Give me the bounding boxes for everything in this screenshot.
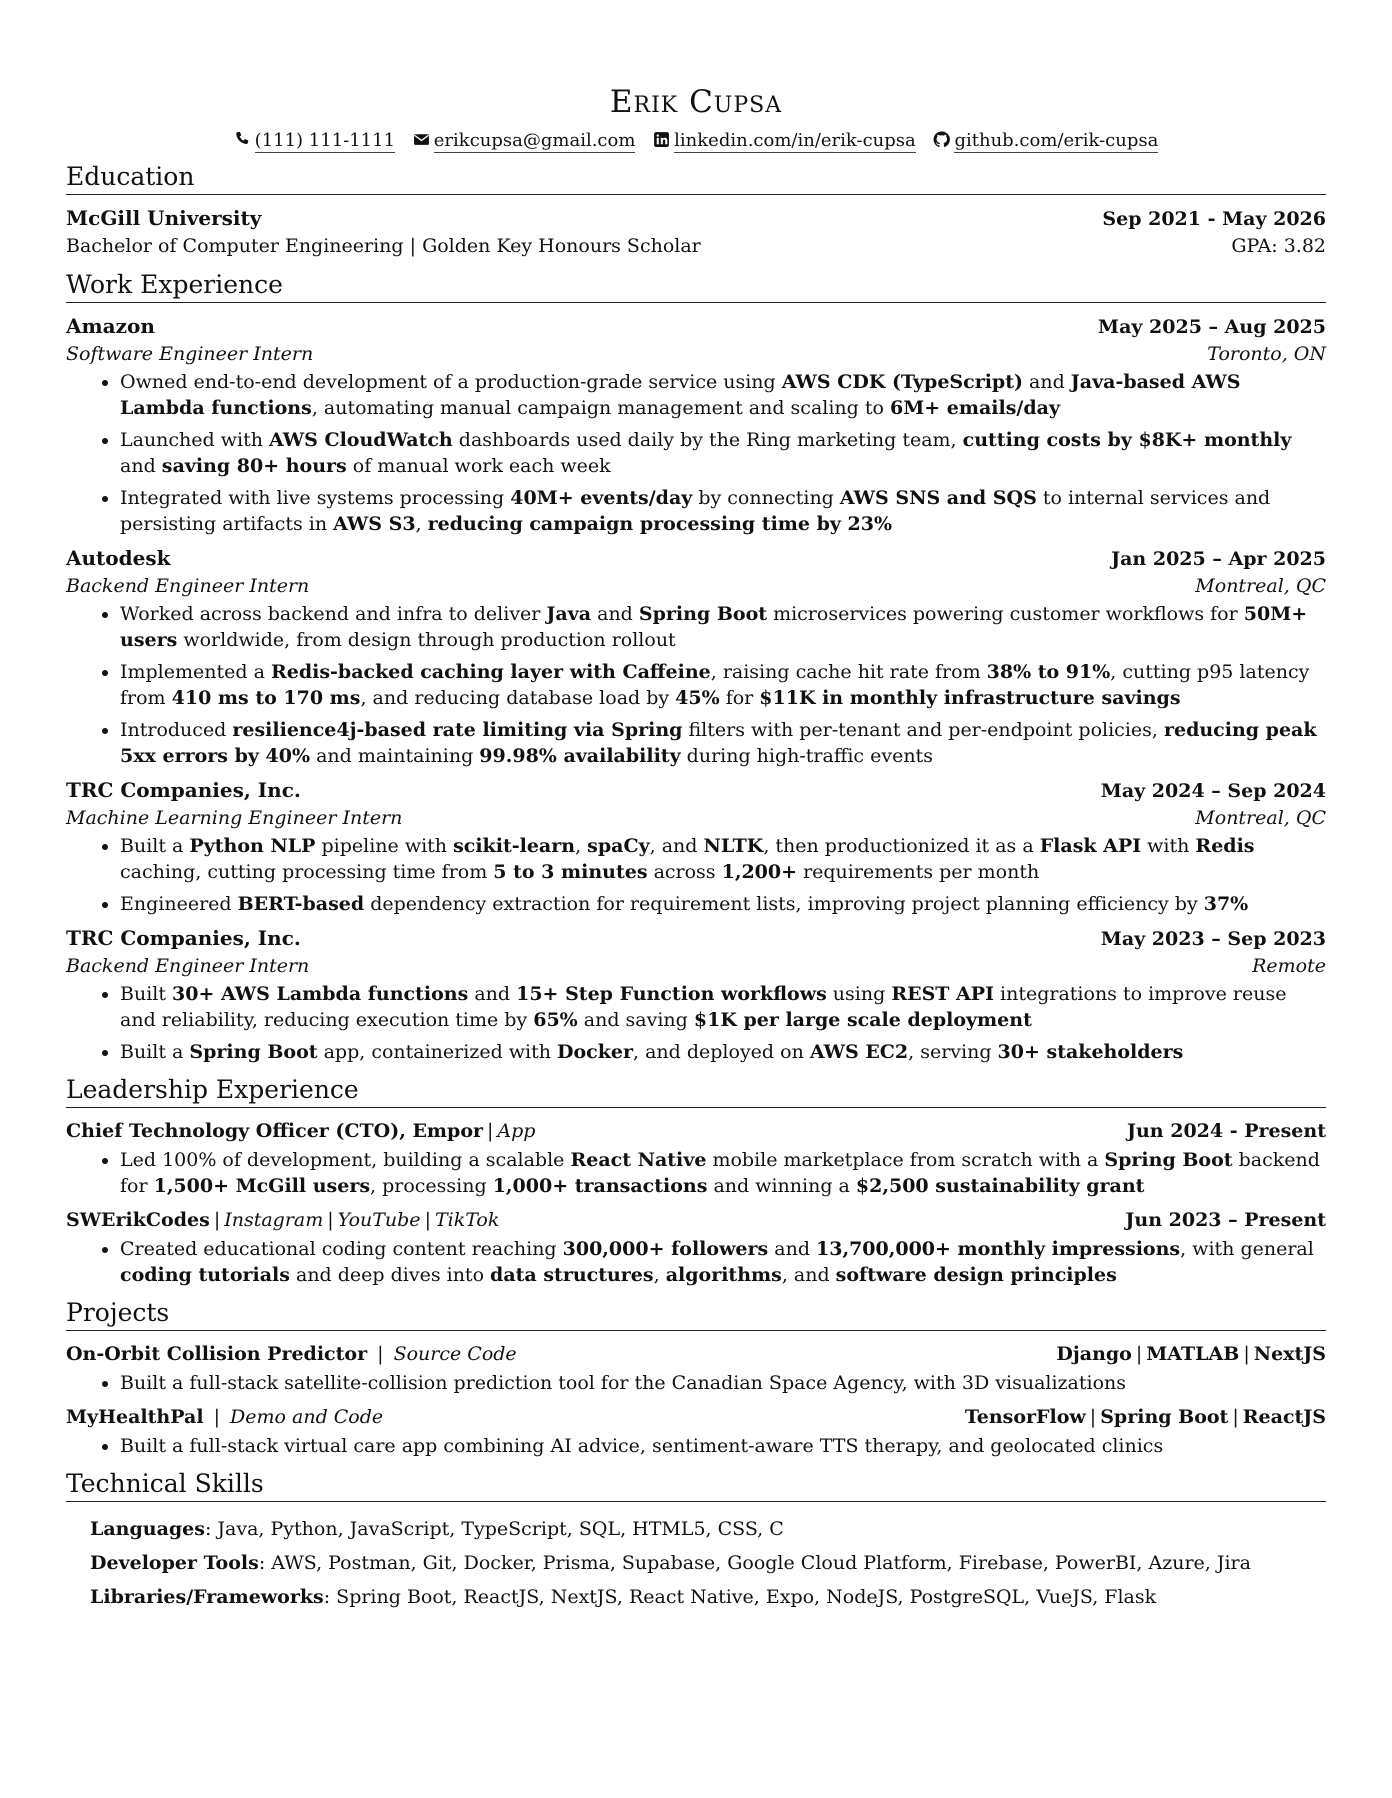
bullet-bold-text: 65% (533, 1009, 578, 1031)
bullet-text: Implemented a (120, 661, 271, 683)
project-name: MyHealthPal (66, 1406, 204, 1428)
bullet-text: requirements per month (797, 861, 1040, 883)
bullet-text: Engineered (120, 893, 238, 915)
company-name: TRC Companies, Inc. (66, 778, 301, 802)
bullet-text: , processing (370, 1175, 493, 1197)
bullet-list (66, 1433, 1326, 1459)
bullet-bold-text: 300,000+ followers (562, 1238, 769, 1260)
skill-row (90, 1580, 1326, 1614)
bullet-bold-text: AWS CloudWatch (269, 429, 453, 451)
bullet-text: Launched with (120, 429, 269, 451)
project-link[interactable]: Demo and Code (230, 1406, 384, 1428)
bullet-text: integrations to improve reuse and reliability, reducing execution time by (120, 983, 1287, 1031)
bullet-bold-text: reducing campaign processing time by 23% (427, 513, 893, 535)
skill-row (90, 1546, 1326, 1580)
leadership-dates: Jun 2024 - Present (1127, 1120, 1326, 1142)
gpa: GPA: 3.82 (1231, 235, 1326, 257)
bullet-item (120, 369, 1326, 421)
skill-label: Libraries/Frameworks (90, 1586, 324, 1608)
bullet-text: worldwide, from design through production rollout (177, 629, 676, 651)
skill-colon: : (204, 1518, 218, 1540)
skill-row (90, 1512, 1326, 1546)
bullet-text: Owned end-to-end development of a production-grade service using (120, 371, 782, 393)
email-link[interactable]: erikcupsa@gmail.com (433, 130, 636, 151)
separator: | (487, 1120, 494, 1142)
leadership-title: SWErikCodes (66, 1209, 210, 1231)
bullet-bold-text: Redis-backed caching layer with Caffeine (270, 661, 711, 683)
leadership-title-group (66, 1118, 535, 1145)
bullet-text: and winning a (707, 1175, 856, 1197)
tech-item: NextJS (1253, 1343, 1326, 1365)
project-entry (66, 1341, 1326, 1396)
work-subheader-row (66, 953, 1326, 979)
bullet-item (120, 427, 1326, 479)
leadership-link[interactable]: YouTube (337, 1209, 421, 1231)
leadership-link[interactable]: TikTok (434, 1209, 500, 1231)
bullet-text: , and (649, 835, 704, 857)
bullet-list (66, 1236, 1326, 1288)
work-subheader-row (66, 805, 1326, 831)
bullet-text: , and (781, 1264, 836, 1286)
skill-colon: : (258, 1552, 272, 1574)
bullet-bold-text: software design principles (835, 1264, 1117, 1286)
contact-bar (66, 128, 1326, 154)
project-tech-stack (1056, 1341, 1326, 1368)
work-header-row (66, 545, 1326, 573)
bullet-list (66, 833, 1326, 917)
bullet-bold-text: 37% (1203, 893, 1249, 915)
bullet-bold-text: AWS SNS and SQS (839, 487, 1037, 509)
leadership-link[interactable]: App (497, 1120, 536, 1142)
bullet-text: across (647, 861, 722, 883)
bullet-text: , and deployed on (633, 1041, 810, 1063)
work-header-row (66, 777, 1326, 805)
job-location: Toronto, ON (1207, 343, 1326, 365)
skill-label: Developer Tools (90, 1552, 259, 1574)
work-dates: May 2024 – Sep 2024 (1100, 780, 1326, 802)
tech-item: TensorFlow (964, 1406, 1086, 1428)
bullet-text: caching, cutting processing time from (120, 861, 494, 883)
leadership-dates: Jun 2023 – Present (1125, 1209, 1326, 1231)
project-title-group (66, 1341, 517, 1368)
bullet-item: • Built a full-stack satellite-collision prediction tool for the Canadian Space Agency, with 3D visualizations (120, 1370, 1326, 1396)
bullet-bold-text: 30+ stakeholders (997, 1041, 1184, 1063)
bullet-bold-text: Spring Boot (1104, 1149, 1233, 1171)
linkedin-item (653, 128, 916, 154)
job-location: Remote (1252, 955, 1326, 977)
bullet-item (120, 1147, 1326, 1199)
bullet-bold-text: AWS CDK (TypeScript) (781, 371, 1023, 393)
separator: | (213, 1209, 221, 1231)
bullet-bold-text: 38% to 91% (986, 661, 1111, 683)
leadership-title-group (66, 1207, 499, 1234)
bullet-bold-text: 410 ms to 170 ms (171, 687, 361, 709)
bullet-bold-text: 13,700,000+ monthly impressions (816, 1238, 1181, 1260)
skill-values: Java, Python, JavaScript, TypeScript, SQL, HTML5, CSS, C (217, 1518, 784, 1540)
skill-values: AWS, Postman, Git, Docker, Prisma, Supabase, Google Cloud Platform, Firebase, PowerBI, Azure, Jira (271, 1552, 1251, 1574)
work-list (66, 313, 1326, 1065)
skill-colon: : (323, 1586, 337, 1608)
job-location: Montreal, QC (1195, 807, 1326, 829)
bullet-list (66, 601, 1326, 769)
leadership-header-row (66, 1118, 1326, 1145)
bullet-bold-text: BERT-based (237, 893, 365, 915)
bullet-bold-text: 50M+ users (120, 603, 1308, 651)
bullet-text: , raising cache hit rate from (710, 661, 987, 683)
work-dates: May 2025 – Aug 2025 (1098, 316, 1326, 338)
bullet-bold-text: spaCy (587, 835, 650, 857)
leadership-header-row (66, 1207, 1326, 1234)
leadership-list (66, 1118, 1326, 1288)
bullet-text: and (591, 603, 639, 625)
bullet-text: , serving (908, 1041, 998, 1063)
bullet-text: to internal services and persisting artifacts in (120, 487, 1271, 535)
bullet-text: , and reducing database load by (360, 687, 676, 709)
job-title: Machine Learning Engineer Intern (66, 807, 403, 829)
bullet-text: Built a (120, 835, 190, 857)
bullet-bold-text: 40M+ events/day (510, 487, 693, 509)
bullet-bold-text: scikit-learn (453, 835, 576, 857)
bullet-bold-text: Java (546, 603, 592, 625)
bullet-bold-text: AWS S3 (333, 513, 416, 535)
bullet-bold-text: 99.98% availability (479, 745, 681, 767)
bullet-bold-text: React Native (570, 1149, 707, 1171)
bullet-bold-text: 45% (675, 687, 720, 709)
bullet-bold-text: AWS EC2 (809, 1041, 909, 1063)
work-entry (66, 777, 1326, 917)
bullet-item (120, 1039, 1326, 1065)
education-dates: Sep 2021 - May 2026 (1102, 208, 1326, 230)
leadership-entry (66, 1207, 1326, 1288)
job-title: Backend Engineer Intern (66, 955, 310, 977)
bullet-item: • Built a full-stack virtual care app combining AI advice, sentiment-aware TTS therapy, and geolocated clinics (120, 1433, 1326, 1459)
separator: | (1135, 1343, 1143, 1365)
bullet-text: using (826, 983, 892, 1005)
work-header-row (66, 313, 1326, 341)
bullet-text: pipeline with (315, 835, 454, 857)
bullet-text: Created educational coding content reaching (120, 1238, 563, 1260)
bullet-text: of manual work each week (346, 455, 611, 477)
section-heading-education: Education (66, 160, 1326, 195)
bullet-text: dependency extraction for requirement lists, improving project planning efficiency by (364, 893, 1204, 915)
separator: | (371, 1343, 390, 1365)
education-entry (66, 205, 1326, 260)
work-entry (66, 313, 1326, 537)
bullet-list (66, 369, 1326, 537)
bullet-text: dashboards used daily by the Ring marketing team, (452, 429, 963, 451)
bullet-bold-text: Redis (1195, 835, 1255, 857)
bullet-bold-text: saving 80+ hours (161, 455, 347, 477)
company-name: Autodesk (66, 546, 171, 570)
bullet-bold-text: coding tutorials (120, 1264, 290, 1286)
bullet-bold-text: algorithms (665, 1264, 782, 1286)
job-location: Montreal, QC (1195, 575, 1326, 597)
bullet-text: app, containerized with (317, 1041, 558, 1063)
bullet-text: , (653, 1264, 666, 1286)
bullet-item (120, 717, 1326, 769)
email-item (413, 128, 636, 154)
project-entry (66, 1404, 1326, 1459)
tech-item: Spring Boot (1100, 1406, 1229, 1428)
bullet-item (120, 981, 1326, 1033)
bullet-list (66, 1147, 1326, 1199)
bullet-text: , (575, 835, 588, 857)
bullet-bold-text: $2,500 sustainability grant (855, 1175, 1145, 1197)
company-name: Amazon (66, 314, 155, 338)
bullet-item (120, 833, 1326, 885)
bullet-text: backend for (120, 1149, 1320, 1197)
bullet-text: with (1141, 835, 1196, 857)
work-dates: May 2023 – Sep 2023 (1100, 928, 1326, 950)
bullet-text: , then productionized it as a (763, 835, 1040, 857)
leadership-link[interactable]: Instagram (224, 1209, 324, 1231)
github-item (933, 128, 1158, 154)
bullet-text: and (468, 983, 517, 1005)
bullet-text: , automating manual campaign management and scaling to (311, 397, 890, 419)
separator: | (327, 1209, 334, 1231)
bullet-bold-text: 1,500+ McGill users (153, 1175, 371, 1197)
bullet-text: , (415, 513, 428, 535)
bullet-item (120, 659, 1326, 711)
separator: | (1243, 1343, 1250, 1365)
project-header-row (66, 1404, 1326, 1431)
bullet-bold-text: NLTK (703, 835, 764, 857)
degree: Bachelor of Computer Engineering | Golden Key Honours Scholar (66, 235, 701, 257)
envelope-icon (413, 131, 430, 148)
company-name: TRC Companies, Inc. (66, 926, 301, 950)
bullet-bold-text: 5 to 3 minutes (493, 861, 648, 883)
bullet-text: and saving (577, 1009, 694, 1031)
bullet-text: Introduced (120, 719, 233, 741)
bullet-item (120, 485, 1326, 537)
bullet-bold-text: Python NLP (189, 835, 316, 857)
section-heading-projects: Projects (66, 1296, 1326, 1331)
project-name: On-Orbit Collision Predictor (66, 1343, 368, 1365)
bullet-text: and deep dives into (289, 1264, 491, 1286)
bullet-text: by connecting (692, 487, 840, 509)
bullet-text: and (1022, 371, 1071, 393)
work-subheader-row (66, 341, 1326, 367)
skill-values: Spring Boot, ReactJS, NextJS, React Native, Expo, NodeJS, PostgreSQL, VueJS, Flask (336, 1586, 1157, 1608)
job-title: Software Engineer Intern (66, 343, 314, 365)
project-title-group (66, 1404, 383, 1431)
bullet-text: , cutting p95 latency from (120, 661, 1310, 709)
bullet-bold-text: Spring Boot (638, 603, 768, 625)
work-entry (66, 545, 1326, 769)
tech-item: ReactJS (1242, 1406, 1326, 1428)
phone-icon (234, 131, 251, 148)
bullet-bold-text: Docker (557, 1041, 634, 1063)
github-icon (933, 131, 950, 148)
bullet-bold-text: cutting costs by $8K+ monthly (962, 429, 1292, 451)
github-link[interactable]: github.com/erik-cupsa (954, 130, 1159, 151)
separator: | (424, 1209, 431, 1231)
linkedin-link[interactable]: linkedin.com/in/erik-cupsa (674, 130, 916, 151)
separator: | (1232, 1406, 1239, 1428)
project-header-row (66, 1341, 1326, 1368)
bullet-bold-text: 1,000+ transactions (492, 1175, 708, 1197)
bullet-bold-text: data structures (490, 1264, 654, 1286)
tech-item: Django (1056, 1343, 1132, 1365)
bullet-bold-text: 6M+ emails/day (889, 397, 1060, 419)
job-title: Backend Engineer Intern (66, 575, 310, 597)
bullet-text: Built (120, 983, 173, 1005)
bullet-text: and (768, 1238, 817, 1260)
work-subheader-row (66, 573, 1326, 599)
phone-link[interactable]: (111) 111-1111 (254, 130, 396, 151)
bullet-text: microservices powering customer workflows for (767, 603, 1244, 625)
bullet-bold-text: Flask API (1039, 835, 1142, 857)
section-heading-work: Work Experience (66, 268, 1326, 303)
bullet-bold-text: REST API (891, 983, 994, 1005)
bullet-list (66, 981, 1326, 1065)
bullet-list (66, 1370, 1326, 1396)
school-name: McGill University (66, 206, 262, 230)
bullet-text: and maintaining (310, 745, 480, 767)
bullet-bold-text: $1K per large scale deployment (693, 1009, 1032, 1031)
leadership-entry (66, 1118, 1326, 1199)
bullet-bold-text: 1,200+ (721, 861, 798, 883)
bullet-bold-text: 30+ AWS Lambda functions (172, 983, 469, 1005)
skill-label: Languages (90, 1518, 205, 1540)
bullet-bold-text: resilience4j-based rate limiting via Spring (232, 719, 683, 741)
leadership-title: Chief Technology Officer (CTO), Empor (66, 1120, 483, 1142)
section-heading-leadership: Leadership Experience (66, 1073, 1326, 1108)
bullet-item (120, 1236, 1326, 1288)
bullet-item (120, 601, 1326, 653)
bullet-text: Led 100% of development, building a scalable (120, 1149, 571, 1171)
bullet-text: Worked across backend and infra to deliver (120, 603, 547, 625)
bullet-item (120, 891, 1326, 917)
separator: | (207, 1406, 227, 1428)
bullet-text: for (719, 687, 760, 709)
work-header-row (66, 925, 1326, 953)
bullet-text: and (120, 455, 162, 477)
work-dates: Jan 2025 – Apr 2025 (1111, 548, 1326, 570)
bullet-bold-text: reducing peak 5xx errors by 40% (120, 719, 1317, 767)
bullet-text: filters with per-tenant and per-endpoint policies, (682, 719, 1164, 741)
linkedin-icon (653, 131, 670, 148)
bullet-text: , with general (1180, 1238, 1314, 1260)
section-heading-skills: Technical Skills (66, 1467, 1326, 1502)
bullet-text: during high-traffic events (680, 745, 933, 767)
bullet-bold-text: $11K in monthly infrastructure savings (759, 687, 1181, 709)
project-tech-stack (965, 1404, 1326, 1431)
skills-list (66, 1512, 1326, 1614)
bullet-text: Built a (120, 1041, 190, 1063)
work-entry (66, 925, 1326, 1065)
project-link[interactable]: Source Code (393, 1343, 517, 1365)
candidate-name: Erik Cupsa (609, 84, 783, 120)
separator: | (1089, 1406, 1097, 1428)
project-list (66, 1341, 1326, 1459)
bullet-text: Integrated with live systems processing (120, 487, 511, 509)
bullet-bold-text: Java-based AWS Lambda functions (120, 371, 1241, 419)
bullet-bold-text: 15+ Step Function workflows (516, 983, 827, 1005)
tech-item: MATLAB (1146, 1343, 1240, 1365)
phone-item (234, 128, 395, 154)
bullet-text: mobile marketplace from scratch with a (706, 1149, 1105, 1171)
bullet-bold-text: Spring Boot (189, 1041, 318, 1063)
